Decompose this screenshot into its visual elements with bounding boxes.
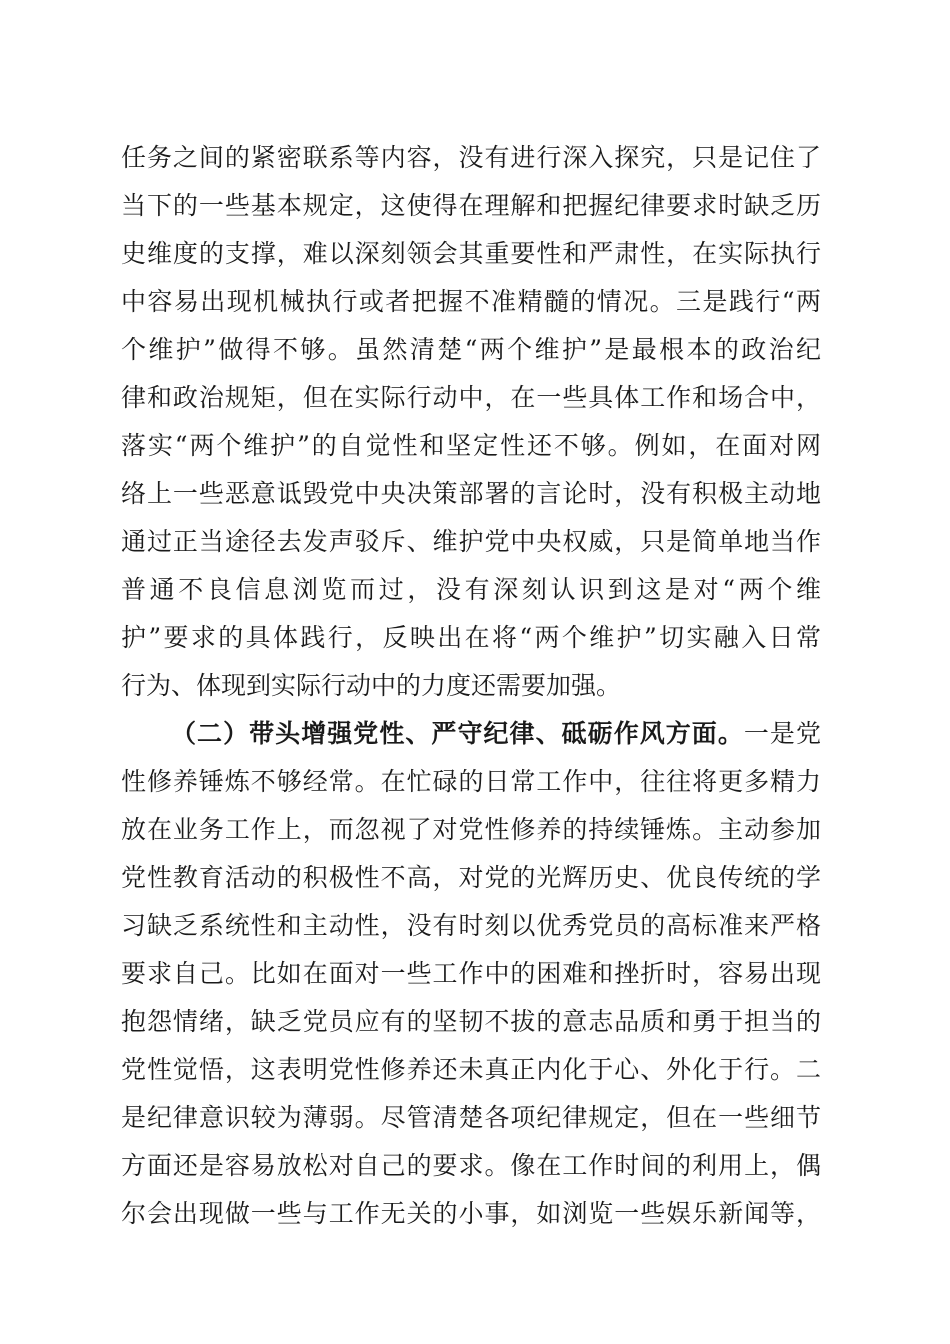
paragraph-line: 习缺乏系统性和主动性，没有时刻以优秀党员的高标准来严格: [121, 911, 821, 940]
paragraph-line: 行为、体现到实际行动中的力度还需要加强。: [121, 671, 622, 700]
paragraph-line: 方面还是容易放松对自己的要求。像在工作时间的利用上，偶: [121, 1151, 821, 1180]
paragraph-line: 性修养锤炼不够经常。在忙碌的日常工作中，往往将更多精力: [121, 767, 821, 796]
paragraph-line: 个维护”做得不够。虽然清楚“两个维护”是最根本的政治纪: [121, 335, 821, 364]
paragraph-line: 放在业务工作上，而忽视了对党性修养的持续锤炼。主动参加: [121, 815, 821, 844]
paragraph-line: 尔会出现做一些与工作无关的小事，如浏览一些娱乐新闻等，: [121, 1199, 821, 1228]
section-heading: （二）带头增强党性、严守纪律、砥砺作风方面。: [171, 719, 744, 748]
paragraph-line: 抱怨情绪，缺乏党员应有的坚韧不拔的意志品质和勇于担当的: [121, 1007, 821, 1036]
paragraph-line: 任务之间的紧密联系等内容，没有进行深入探究，只是记住了: [121, 143, 821, 172]
section-heading-line: [171, 718, 821, 750]
paragraph-line: 是纪律意识较为薄弱。尽管清楚各项纪律规定，但在一些细节: [121, 1103, 821, 1132]
paragraph-line: 当下的一些基本规定，这使得在理解和把握纪律要求时缺乏历: [121, 191, 821, 220]
section-heading-tail: 一是党: [743, 719, 821, 748]
paragraph-line: 络上一些恶意诋毁党中央决策部署的言论时，没有积极主动地: [121, 479, 821, 508]
paragraph-line: 史维度的支撑，难以深刻领会其重要性和严肃性，在实际执行: [121, 239, 821, 268]
paragraph-line: 中容易出现机械执行或者把握不准精髓的情况。三是践行“两: [121, 287, 821, 316]
paragraph-line: 通过正当途径去发声驳斥、维护党中央权威，只是简单地当作: [121, 527, 821, 556]
paragraph-line: 党性觉悟，这表明党性修养还未真正内化于心、外化于行。二: [121, 1055, 821, 1084]
paragraph-line: 党性教育活动的积极性不高，对党的光辉历史、优良传统的学: [121, 863, 821, 892]
paragraph-line: 普通不良信息浏览而过，没有深刻认识到这是对“两个维: [121, 575, 821, 604]
paragraph-line: 护”要求的具体践行，反映出在将“两个维护”切实融入日常: [121, 623, 821, 652]
paragraph-line: 落实“两个维护”的自觉性和坚定性还不够。例如，在面对网: [121, 431, 821, 460]
paragraph-line: 律和政治规矩，但在实际行动中，在一些具体工作和场合中，: [121, 383, 821, 412]
paragraph-line: 要求自己。比如在面对一些工作中的困难和挫折时，容易出现: [121, 959, 821, 988]
